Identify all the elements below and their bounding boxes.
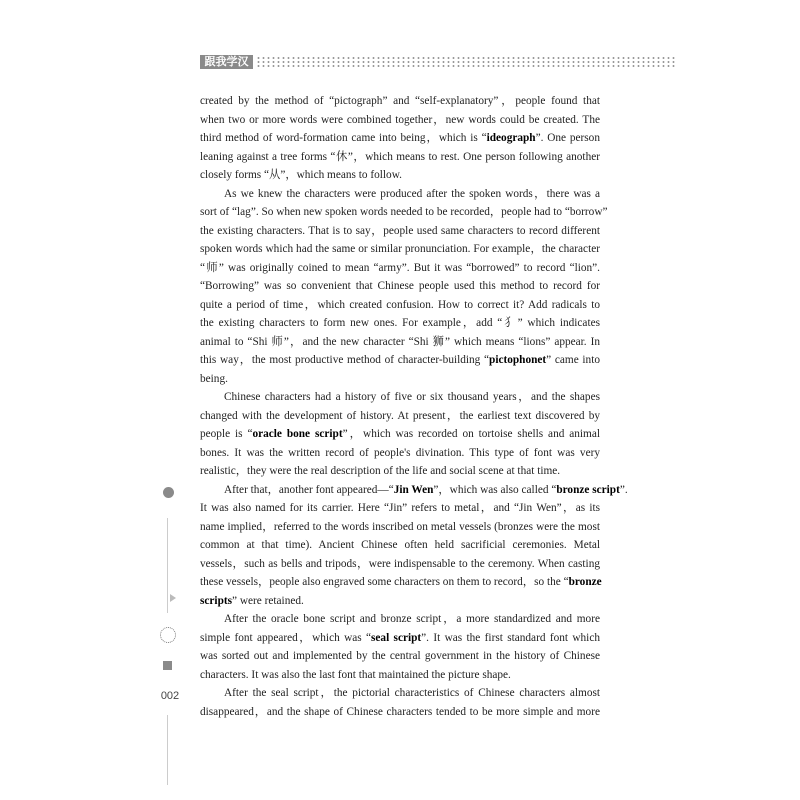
text-line (200, 444, 600, 463)
text-run: realistic，they were the real description of the life and social scene at that time. (200, 465, 561, 477)
text-run: After the oracle bone script and bronze script，a more standardized and more (224, 613, 600, 625)
text-line (200, 333, 600, 352)
text-run: As we knew the characters were produced after the spoken words，there was a (224, 187, 600, 200)
text-run: name implied，referred to the words inscribed on metal vessels (bronzes were the most (200, 520, 600, 533)
text-line (200, 166, 600, 185)
text-line (200, 499, 600, 518)
text-line (200, 647, 600, 666)
bold-term: ideograph (486, 132, 536, 144)
text-run: sort of “lag”. So when new spoken words needed to be recorded，people had to “borrow” (200, 206, 608, 218)
text-run: ”. It was the first standard font which (421, 631, 600, 644)
text-line (200, 592, 600, 611)
paragraph (200, 388, 600, 481)
text-run: simple font appeared，which was “ (200, 631, 372, 644)
text-line (200, 296, 600, 315)
text-run: common at that time). Ancient Chinese often held sacrificial ceremonies. Metal (200, 539, 600, 551)
bold-term: scripts (200, 594, 233, 607)
text-run: people is “ (200, 428, 253, 440)
text-run: ” were retained. (232, 594, 304, 607)
text-line (200, 240, 600, 259)
bold-term: pictophonet (489, 354, 547, 366)
text-line (200, 129, 600, 148)
text-run: changed with the development of history. At present，the earliest text discovered by (200, 409, 600, 422)
text-run: “Borrowing” was so convenient that Chinese people used this method to record for (200, 280, 600, 292)
text-run: third method of word-formation came into being，which is “ (200, 132, 487, 144)
text-line (200, 370, 600, 389)
text-run: leaning against a tree forms “休”，which means to rest. One person following another (200, 150, 600, 163)
text-run: these vessels，people also engraved some characters on them to record，so the “ (200, 576, 569, 588)
header-dotted-rule (256, 56, 676, 68)
text-run: this way，the most productive method of character-building “ (200, 354, 490, 366)
text-line (200, 518, 600, 537)
text-run: when two or more words were combined together，new words could be created. The (200, 113, 600, 126)
bold-term: oracle bone script (252, 428, 343, 440)
text-line (200, 703, 600, 722)
text-run: created by the method of “pictograph” and “self-explanatory”，people found that (200, 95, 600, 107)
text-line (200, 666, 600, 685)
body-text (200, 92, 628, 721)
text-line (200, 536, 600, 555)
text-run: was sorted out and implemented by the central government in the history of Chinese (200, 650, 600, 662)
text-run: bones. It was the written record of people's divination. This type of font was very (200, 446, 600, 459)
text-line (200, 481, 628, 500)
margin-circle-icon (163, 487, 174, 498)
text-line (200, 425, 600, 444)
text-run: being. (200, 372, 228, 385)
text-line (200, 203, 608, 222)
margin-triangle-icon (170, 594, 176, 602)
bold-term: bronze script (556, 483, 620, 496)
text-run: characters. It was also the last font that maintained the picture shape. (200, 668, 511, 681)
page-number: 002 (160, 690, 180, 702)
text-run: ”. One person (535, 132, 600, 144)
text-run: ”，which was recorded on tortoise shells and animal (342, 428, 600, 440)
bold-term: Jin Wen (393, 483, 434, 496)
text-run: quite a period of time，which created confusion. How to correct it? Add radicals to (200, 298, 600, 311)
running-header-title: 跟我学汉字 (200, 55, 253, 69)
text-run: disappeared，and the shape of Chinese characters tended to be more simple and more (200, 705, 600, 718)
margin-square-icon (163, 661, 172, 670)
text-run: the existing characters. That is to say，people used same characters to record different (200, 224, 600, 237)
margin-rule (167, 518, 168, 613)
paragraph (200, 185, 608, 389)
text-run: After the seal script，the pictorial characteristics of Chinese characters almost (224, 687, 600, 699)
text-line (200, 185, 600, 204)
margin-dotted-circle-icon (160, 627, 176, 643)
text-run: the existing characters to form new ones. For example，add “犭” which indicates (200, 317, 600, 329)
text-run: ” came into (546, 354, 600, 366)
text-line (200, 111, 600, 130)
text-line (200, 222, 600, 241)
margin-rule-lower (167, 715, 168, 785)
text-line (200, 148, 600, 167)
paragraph (200, 610, 600, 684)
paragraph (200, 684, 600, 721)
text-line (200, 351, 600, 370)
text-run: After that，another font appeared—“ (224, 483, 394, 496)
text-line (200, 92, 600, 111)
text-line (200, 684, 600, 703)
text-line (200, 629, 600, 648)
text-run: ”. (619, 483, 628, 496)
text-line (200, 277, 600, 296)
text-run: ”，which was also called “ (433, 483, 557, 496)
text-run: animal to “Shi 师”，and the new character “Shi 狮” which means “lions” appear. In (200, 335, 600, 348)
text-run: spoken words which had the same or similar pronunciation. For example，the character (200, 243, 600, 255)
text-run: closely forms “从”，which means to follow. (200, 169, 402, 181)
text-run: Chinese characters had a history of five or six thousand years，and the shapes (224, 391, 600, 403)
text-line (200, 462, 600, 481)
bold-term: seal script (371, 631, 422, 644)
text-line (200, 555, 600, 574)
text-line (200, 314, 600, 333)
bold-term: bronze (568, 576, 602, 588)
text-run: vessels，such as bells and tripods，were indispensable to the ceremony. When casting (200, 557, 600, 570)
text-run: “师” was originally coined to mean “army”. But it was “borrowed” to record “lion”. (200, 261, 600, 274)
text-line (200, 388, 600, 407)
text-run: It was also named for its carrier. Here “Jin” refers to metal，and “Jin Wen”，as its (200, 502, 600, 514)
paragraph (200, 92, 600, 185)
paragraph (200, 481, 628, 611)
text-line (200, 573, 600, 592)
text-line (200, 407, 600, 426)
text-line (200, 610, 600, 629)
text-line (200, 259, 600, 278)
